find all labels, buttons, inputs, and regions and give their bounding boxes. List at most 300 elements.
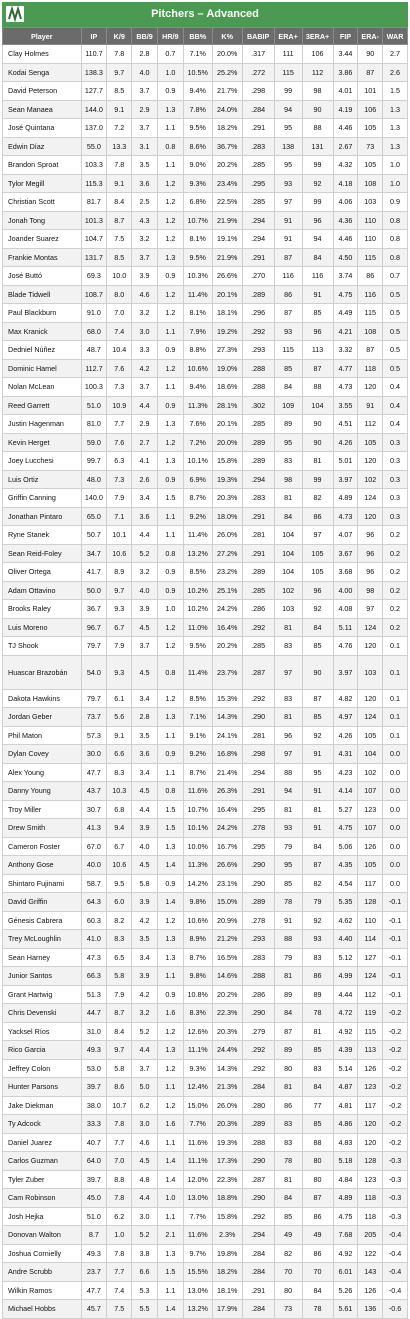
stat-cell: 84 <box>302 618 333 637</box>
stat-cell: 4.08 <box>333 600 358 619</box>
table-row <box>3 45 408 64</box>
stat-cell: 69.3 <box>81 267 107 286</box>
stat-cell: 78 <box>302 1004 333 1023</box>
stat-cell: 54.0 <box>81 655 107 689</box>
stat-cell: 113 <box>358 1041 383 1060</box>
player-name-cell: Oliver Ortega <box>3 563 82 582</box>
stat-cell: 11.1% <box>183 1152 212 1171</box>
stat-cell: 1.2 <box>157 211 183 230</box>
stat-cell: 28.1% <box>212 396 242 415</box>
column-header[interactable]: BB/9 <box>132 28 158 45</box>
stat-cell: 4.4 <box>132 1041 158 1060</box>
stat-cell: 48.0 <box>81 470 107 489</box>
player-name-cell: Tyler Zuber <box>3 1170 82 1189</box>
table-row <box>3 985 408 1004</box>
table-row <box>3 174 408 193</box>
stat-cell: 4.81 <box>333 1096 358 1115</box>
stat-cell: .270 <box>242 267 274 286</box>
stat-cell: 120 <box>358 1133 383 1152</box>
stat-cell: 89 <box>302 985 333 1004</box>
stat-cell: 99 <box>302 156 333 175</box>
stat-cell: 26.0% <box>212 526 242 545</box>
stat-cell: 12.6% <box>183 1022 212 1041</box>
stat-cell: 49.3 <box>81 1041 107 1060</box>
table-row <box>3 100 408 119</box>
stat-cell: 3.9 <box>132 819 158 838</box>
stat-cell: 3.7 <box>132 119 158 138</box>
pitchers-advanced-panel <box>2 2 408 1319</box>
stat-cell: 0.3 <box>383 489 408 508</box>
stat-cell: 95 <box>274 119 302 138</box>
stat-cell: -0.3 <box>383 1170 408 1189</box>
stat-cell: 1.2 <box>157 359 183 378</box>
stat-cell: 81 <box>274 800 302 819</box>
stat-cell: 0.2 <box>383 600 408 619</box>
player-name-cell: Andre Scrubb <box>3 1263 82 1282</box>
stat-cell: 2.7 <box>383 45 408 64</box>
stat-cell: 83 <box>302 948 333 967</box>
table-row <box>3 819 408 838</box>
table-row <box>3 745 408 764</box>
stat-cell: 4.89 <box>333 1189 358 1208</box>
stat-cell: 91 <box>274 911 302 930</box>
stat-cell: .290 <box>242 874 274 893</box>
stat-cell: 9.3% <box>183 174 212 193</box>
stat-cell: 81 <box>274 1078 302 1097</box>
table-row <box>3 1263 408 1282</box>
stat-cell: 98 <box>302 82 333 101</box>
stat-cell: 36.7 <box>81 600 107 619</box>
stat-cell: 92 <box>302 600 333 619</box>
stat-cell: 40.7 <box>81 1133 107 1152</box>
stat-cell: 1.3 <box>383 119 408 138</box>
stat-cell: 8.8% <box>183 341 212 360</box>
stat-cell: 19.2% <box>212 322 242 341</box>
stat-cell: 9.3 <box>107 655 132 689</box>
stat-cell: 22.3% <box>212 1170 242 1189</box>
player-name-cell: Wilkin Ramos <box>3 1281 82 1300</box>
stat-cell: 5.6 <box>107 708 132 727</box>
stat-cell: 0.0 <box>383 782 408 801</box>
stat-cell: 120 <box>358 689 383 708</box>
stat-cell: 0.3 <box>383 470 408 489</box>
stat-cell: 91 <box>274 211 302 230</box>
stat-cell: 85 <box>274 1207 302 1226</box>
stat-cell: 86 <box>358 267 383 286</box>
stat-cell: 104 <box>302 396 333 415</box>
stat-cell: 87 <box>358 63 383 82</box>
stat-cell: 8.2 <box>107 911 132 930</box>
column-header[interactable]: FIP <box>333 28 358 45</box>
stat-cell: 51.3 <box>81 985 107 1004</box>
stat-cell: 4.75 <box>333 819 358 838</box>
stat-cell: 98 <box>274 470 302 489</box>
column-header[interactable]: HR/9 <box>157 28 183 45</box>
stat-cell: 3.9 <box>132 600 158 619</box>
stat-cell: -0.4 <box>383 1263 408 1282</box>
stat-cell: 104 <box>274 526 302 545</box>
stat-cell: .285 <box>242 637 274 656</box>
stat-cell: 87 <box>274 1022 302 1041</box>
table-row <box>3 618 408 637</box>
stat-cell: 81 <box>274 618 302 637</box>
stat-cell: 4.92 <box>333 1244 358 1263</box>
stat-cell: 123 <box>358 1170 383 1189</box>
stat-cell: 5.3 <box>132 1281 158 1300</box>
stat-cell: 10.7% <box>183 211 212 230</box>
stat-cell: 1.3 <box>157 1041 183 1060</box>
stat-cell: .278 <box>242 819 274 838</box>
player-name-cell: Tylor Megill <box>3 174 82 193</box>
stat-cell: 7.4 <box>107 1281 132 1300</box>
stat-cell: 1.3 <box>157 415 183 434</box>
stat-cell: 8.9 <box>107 563 132 582</box>
stat-cell: .289 <box>242 563 274 582</box>
stat-cell: 4.72 <box>333 1004 358 1023</box>
stat-cell: .285 <box>242 193 274 212</box>
table-row <box>3 893 408 912</box>
stat-cell: 20.2% <box>212 156 242 175</box>
stat-cell: 4.00 <box>333 581 358 600</box>
stat-cell: .289 <box>242 452 274 471</box>
stat-cell: 82 <box>302 489 333 508</box>
stat-cell: 103.3 <box>81 156 107 175</box>
stat-cell: .279 <box>242 1022 274 1041</box>
stat-cell: 4.01 <box>333 82 358 101</box>
stat-cell: 105 <box>358 433 383 452</box>
stat-cell: 68.0 <box>81 322 107 341</box>
stat-cell: 0.9 <box>383 193 408 212</box>
stat-cell: 83 <box>274 689 302 708</box>
stat-cell: 9.3% <box>183 1059 212 1078</box>
stat-cell: 20.1% <box>212 285 242 304</box>
stat-cell: 15.0% <box>212 893 242 912</box>
stat-cell: 4.44 <box>333 985 358 1004</box>
player-name-cell: Jake Diekman <box>3 1096 82 1115</box>
stat-cell: 13.2% <box>183 1300 212 1319</box>
stat-cell: 95 <box>274 856 302 875</box>
stat-cell: 40.0 <box>81 856 107 875</box>
stat-cell: 91.0 <box>81 304 107 323</box>
stat-cell: 6.7 <box>107 618 132 637</box>
stat-cell: 81 <box>274 1170 302 1189</box>
stat-cell: 84 <box>302 1281 333 1300</box>
stat-cell: 1.1 <box>157 1207 183 1226</box>
stat-cell: 0.8 <box>157 137 183 156</box>
stat-cell: 8.3 <box>107 930 132 949</box>
stat-cell: 20.0% <box>212 45 242 64</box>
stat-cell: .287 <box>242 655 274 689</box>
stat-cell: 21.4% <box>212 763 242 782</box>
stat-cell: 117 <box>358 1096 383 1115</box>
table-row <box>3 1059 408 1078</box>
stat-cell: 18.6% <box>212 378 242 397</box>
stat-cell: 11.6% <box>183 1133 212 1152</box>
stat-cell: 3.5 <box>132 726 158 745</box>
stat-cell: 66.3 <box>81 967 107 986</box>
stat-cell: 47.3 <box>81 948 107 967</box>
table-row <box>3 304 408 323</box>
column-header[interactable]: BB% <box>183 28 212 45</box>
stat-cell: 3.4 <box>132 689 158 708</box>
stat-cell: 2.3% <box>212 1226 242 1245</box>
stat-cell: 83 <box>274 1115 302 1134</box>
stat-cell: 5.12 <box>333 948 358 967</box>
stat-cell: 11.4% <box>183 285 212 304</box>
stat-cell: 0.5 <box>383 322 408 341</box>
stat-cell: -0.2 <box>383 1004 408 1023</box>
stat-cell: 9.4% <box>183 82 212 101</box>
table-row <box>3 526 408 545</box>
stat-cell: 0.2 <box>383 544 408 563</box>
stat-cell: 123 <box>358 1078 383 1097</box>
stat-cell: 9.7% <box>183 1244 212 1263</box>
stat-cell: 78 <box>274 893 302 912</box>
column-header[interactable]: ERA+ <box>274 28 302 45</box>
stat-cell: 6.3 <box>107 452 132 471</box>
stat-cell: 18.0% <box>212 507 242 526</box>
stat-cell: 2.6 <box>383 63 408 82</box>
stat-cell: .289 <box>242 285 274 304</box>
stat-cell: .298 <box>242 82 274 101</box>
stat-cell: 94 <box>302 230 333 249</box>
stat-cell: .289 <box>242 893 274 912</box>
stat-cell: 19.1% <box>212 230 242 249</box>
stat-cell: 4.2 <box>132 985 158 1004</box>
stat-cell: 1.3 <box>157 708 183 727</box>
stat-cell: .285 <box>242 415 274 434</box>
stat-cell: 126 <box>358 1059 383 1078</box>
stat-cell: -0.4 <box>383 1226 408 1245</box>
stat-cell: 109 <box>274 396 302 415</box>
stat-cell: 10.1% <box>183 452 212 471</box>
stat-cell: 5.8 <box>107 1059 132 1078</box>
stat-cell: 10.7% <box>183 800 212 819</box>
stat-cell: 10.5% <box>183 63 212 82</box>
stat-cell: .288 <box>242 967 274 986</box>
stat-cell: 14.2% <box>183 874 212 893</box>
table-row <box>3 581 408 600</box>
table-row <box>3 1170 408 1189</box>
stat-cell: 4.73 <box>333 378 358 397</box>
stat-cell: 4.8 <box>132 1170 158 1189</box>
stat-cell: 3.7 <box>132 378 158 397</box>
stat-cell: 25.2% <box>212 63 242 82</box>
stat-cell: 4.14 <box>333 782 358 801</box>
stat-cell: 1.2 <box>157 637 183 656</box>
stat-cell: 4.4 <box>132 526 158 545</box>
stat-cell: 6.6 <box>132 1263 158 1282</box>
stat-cell: 15.0% <box>183 1096 212 1115</box>
stat-cell: 4.87 <box>333 1078 358 1097</box>
stat-cell: 5.11 <box>333 618 358 637</box>
column-header[interactable]: 3ERA+ <box>302 28 333 45</box>
stat-cell: 0.5 <box>383 304 408 323</box>
column-header[interactable]: IP <box>81 28 107 45</box>
stat-cell: 12.4% <box>183 1078 212 1097</box>
stat-cell: 88 <box>302 378 333 397</box>
player-name-cell: Hunter Parsons <box>3 1078 82 1097</box>
stat-cell: 1.5 <box>383 82 408 101</box>
stat-cell: 104 <box>274 544 302 563</box>
player-name-cell: Jonathan Pintaro <box>3 507 82 526</box>
stat-cell: 7.7% <box>183 1115 212 1134</box>
stat-cell: 1.3 <box>157 837 183 856</box>
stat-cell: 118 <box>358 359 383 378</box>
stat-cell: 91 <box>302 285 333 304</box>
stat-cell: 95 <box>274 156 302 175</box>
stat-cell: 83 <box>274 637 302 656</box>
stat-cell: 79 <box>274 837 302 856</box>
stat-cell: 20.2% <box>212 637 242 656</box>
stat-cell: 83 <box>274 1133 302 1152</box>
stat-cell: 7.8 <box>107 156 132 175</box>
stat-cell: 4.4 <box>132 1189 158 1208</box>
column-header[interactable]: ERA- <box>358 28 383 45</box>
stat-cell: 78 <box>302 1300 333 1319</box>
stat-cell: 124 <box>358 967 383 986</box>
stat-cell: 9.7 <box>107 63 132 82</box>
table-row <box>3 1152 408 1171</box>
stat-cell: 21.9% <box>212 248 242 267</box>
column-header[interactable]: Player <box>3 28 82 45</box>
stat-cell: 1.2 <box>157 193 183 212</box>
stat-cell: .293 <box>242 341 274 360</box>
stat-cell: 7.0 <box>107 304 132 323</box>
stat-cell: 3.0 <box>132 1207 158 1226</box>
stat-cell: 3.9 <box>132 267 158 286</box>
stat-cell: 1.2 <box>157 618 183 637</box>
stat-cell: 7.1% <box>183 45 212 64</box>
stat-cell: 4.21 <box>333 322 358 341</box>
stat-cell: 90 <box>302 415 333 434</box>
stat-cell: 104 <box>358 745 383 764</box>
stat-cell: .288 <box>242 359 274 378</box>
stat-cell: 14.3% <box>212 1059 242 1078</box>
column-header[interactable]: K% <box>212 28 242 45</box>
stat-cell: 16.8% <box>212 745 242 764</box>
stat-cell: 90 <box>302 433 333 452</box>
column-header[interactable]: WAR <box>383 28 408 45</box>
stat-cell: 1.0 <box>157 1189 183 1208</box>
player-name-cell: Nolan McLean <box>3 378 82 397</box>
column-header[interactable]: BABIP <box>242 28 274 45</box>
table-row <box>3 285 408 304</box>
stat-cell: 0.1 <box>383 637 408 656</box>
stat-cell: 0.2 <box>383 526 408 545</box>
stat-cell: 34.7 <box>81 544 107 563</box>
stat-cell: 8.3% <box>183 1004 212 1023</box>
stat-cell: .290 <box>242 708 274 727</box>
stat-cell: 1.1 <box>157 1133 183 1152</box>
stat-cell: 3.74 <box>333 267 358 286</box>
stat-cell: 4.4 <box>132 396 158 415</box>
stat-cell: 1.6 <box>157 1115 183 1134</box>
stat-cell: 51.0 <box>81 396 107 415</box>
stat-cell: 97 <box>302 526 333 545</box>
stat-cell: 9.2% <box>183 745 212 764</box>
stat-cell: 7.7 <box>107 415 132 434</box>
stat-cell: 0.0 <box>383 800 408 819</box>
stat-cell: 7.9 <box>107 985 132 1004</box>
stat-cell: 120 <box>358 507 383 526</box>
stat-cell: 10.1 <box>107 526 132 545</box>
stat-cell: 7.9% <box>183 322 212 341</box>
stat-cell: 23.1% <box>212 874 242 893</box>
stat-cell: 0.7 <box>383 267 408 286</box>
table-row <box>3 563 408 582</box>
stat-cell: 13.0% <box>183 1281 212 1300</box>
player-name-cell: Sean Manaea <box>3 100 82 119</box>
stat-cell: 0.0 <box>383 745 408 764</box>
stat-cell: .285 <box>242 156 274 175</box>
stat-cell: 39.7 <box>81 1078 107 1097</box>
stat-cell: 2.8 <box>132 708 158 727</box>
stat-cell: 87 <box>274 304 302 323</box>
stat-cell: 4.99 <box>333 967 358 986</box>
stat-cell: 18.2% <box>212 1263 242 1282</box>
table-row <box>3 322 408 341</box>
stat-cell: 20.3% <box>212 489 242 508</box>
stat-cell: 22.5% <box>212 193 242 212</box>
stat-cell: 6.8% <box>183 193 212 212</box>
player-name-cell: Grant Hartwig <box>3 985 82 1004</box>
stat-cell: 84 <box>302 837 333 856</box>
player-name-cell: Dominic Hamel <box>3 359 82 378</box>
stat-cell: 11.3% <box>183 396 212 415</box>
player-name-cell: Joey Lucchesi <box>3 452 82 471</box>
table-row <box>3 763 408 782</box>
stat-cell: 127 <box>358 948 383 967</box>
stat-cell: .292 <box>242 322 274 341</box>
stat-cell: 6.7 <box>107 837 132 856</box>
stat-cell: 1.4 <box>157 856 183 875</box>
stat-cell: 3.7 <box>132 248 158 267</box>
stat-cell: 0.0 <box>383 819 408 838</box>
stat-cell: 10.3% <box>183 267 212 286</box>
stat-cell: 0.2 <box>383 618 408 637</box>
table-row <box>3 967 408 986</box>
stat-cell: 96.7 <box>81 618 107 637</box>
stat-cell: 8.7 <box>107 1004 132 1023</box>
stat-cell: 1.1 <box>157 526 183 545</box>
player-name-cell: Jeffrey Colon <box>3 1059 82 1078</box>
player-name-cell: Justin Hagenman <box>3 415 82 434</box>
column-header[interactable]: K/9 <box>107 28 132 45</box>
table-row <box>3 637 408 656</box>
stat-cell: 1.3 <box>157 100 183 119</box>
stat-cell: 41.7 <box>81 563 107 582</box>
stat-cell: .290 <box>242 1152 274 1171</box>
stat-cell: 3.97 <box>333 470 358 489</box>
stat-cell: 15.8% <box>212 1207 242 1226</box>
stat-cell: 93 <box>274 322 302 341</box>
stat-cell: 8.4 <box>107 1022 132 1041</box>
stat-cell: 0.8 <box>157 655 183 689</box>
stat-cell: .292 <box>242 689 274 708</box>
stat-cell: 96 <box>302 211 333 230</box>
stat-cell: 117 <box>358 874 383 893</box>
stat-cell: 50.0 <box>81 581 107 600</box>
stat-cell: 22.3% <box>212 1004 242 1023</box>
table-row <box>3 359 408 378</box>
stat-cell: 4.77 <box>333 359 358 378</box>
stat-cell: 80 <box>274 1281 302 1300</box>
stat-cell: 53.0 <box>81 1059 107 1078</box>
stat-cell: .292 <box>242 1059 274 1078</box>
stat-cell: 7.6% <box>183 415 212 434</box>
stat-cell: 47.7 <box>81 1281 107 1300</box>
